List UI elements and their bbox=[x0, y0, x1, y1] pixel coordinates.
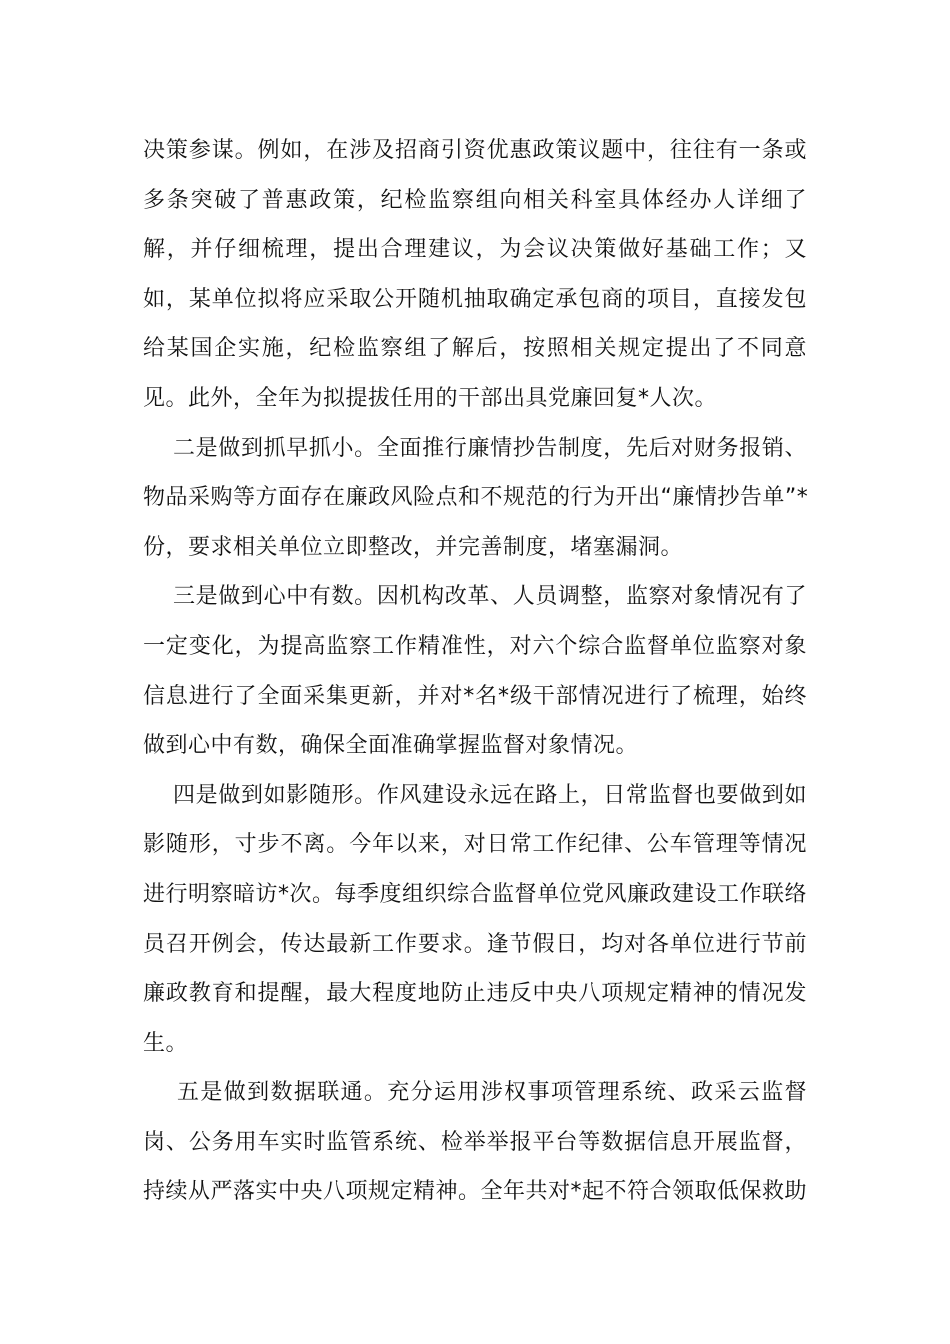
text-line: 进行明察暗访*次。每季度组织综合监督单位党风廉政建设工作联络 bbox=[143, 881, 808, 907]
text-line: 做到心中有数，确保全面准确掌握监督对象情况。 bbox=[143, 733, 639, 759]
paragraph-start-line: 五是做到数据联通。充分运用涉权事项管理系统、政采云监督 bbox=[177, 1080, 807, 1106]
paragraph-start-line: 三是做到心中有数。因机构改革、人员调整，监察对象情况有了 bbox=[173, 584, 807, 610]
text-line: 员召开例会，传达最新工作要求。逢节假日，均对各单位进行节前 bbox=[143, 931, 807, 957]
text-line: 物品采购等方面存在廉政风险点和不规范的行为开出“廉情抄告单”* bbox=[143, 485, 809, 511]
text-line: 给某国企实施，纪检监察组了解后，按照相关规定提出了不同意 bbox=[143, 336, 807, 362]
paragraph-start-line: 四是做到如影随形。作风建设永远在路上，日常监督也要做到如 bbox=[173, 782, 807, 808]
text-line: 多条突破了普惠政策，纪检监察组向相关科室具体经办人详细了 bbox=[143, 187, 807, 213]
text-line: 决策参谋。例如，在涉及招商引资优惠政策议题中，往往有一条或 bbox=[143, 138, 807, 163]
text-line: 持续从严落实中央八项规定精神。全年共对*起不符合领取低保救助 bbox=[143, 1179, 808, 1205]
paragraph-start-line: 二是做到抓早抓小。全面推行廉情抄告制度，先后对财务报销、 bbox=[173, 435, 807, 461]
text-line: 信息进行了全面采集更新，并对*名*级干部情况进行了梳理，始终 bbox=[143, 683, 807, 709]
text-line: 一定变化，为提高监察工作精准性，对六个综合监督单位监察对象 bbox=[143, 633, 807, 659]
text-line: 影随形，寸步不离。今年以来，对日常工作纪律、公车管理等情况 bbox=[143, 832, 807, 858]
text-line: 生。 bbox=[143, 1030, 189, 1056]
text-line: 廉政教育和提醒，最大程度地防止违反中央八项规定精神的情况发 bbox=[143, 981, 807, 1007]
text-line: 份，要求相关单位立即整改，并完善制度，堵塞漏洞。 bbox=[143, 534, 684, 560]
text-line: 见。此外，全年为拟提拔任用的干部出具党廉回复*人次。 bbox=[143, 385, 718, 411]
text-line: 岗、公务用车实时监管系统、检举举报平台等数据信息开展监督， bbox=[143, 1129, 807, 1155]
document-body bbox=[143, 126, 807, 1217]
text-line: 解，并仔细梳理，提出合理建议，为会议决策做好基础工作；又 bbox=[143, 237, 807, 263]
text-line: 如，某单位拟将应采取公开随机抽取确定承包商的项目，直接发包 bbox=[143, 286, 807, 312]
